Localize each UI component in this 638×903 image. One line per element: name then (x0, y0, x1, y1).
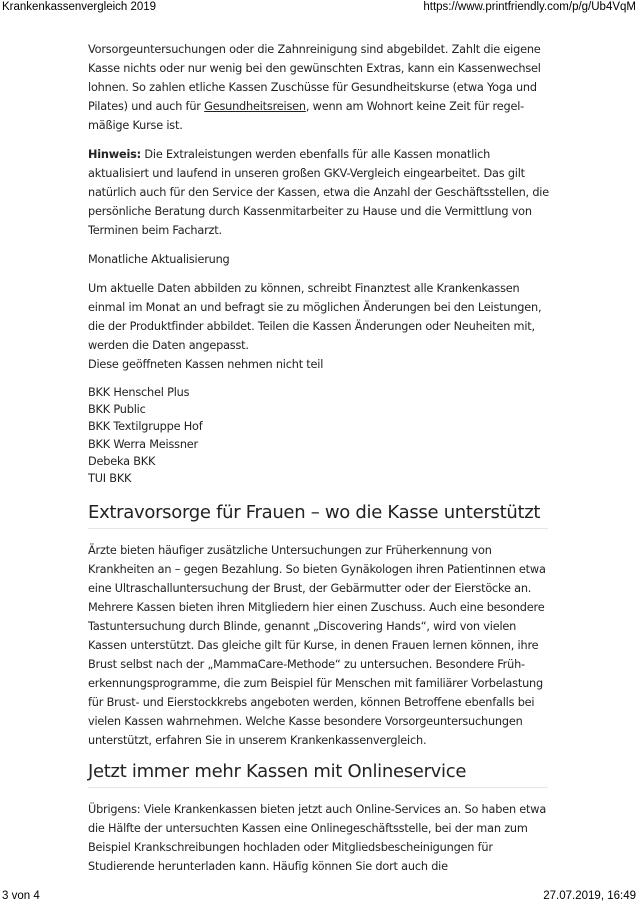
section-heading-onlineservice: Jetzt immer mehr Kassen mit Onlineservice (88, 760, 548, 788)
text-line: Tastuntersuchung durch Blinde, genannt „Discovering Hands“, wird von vielen (88, 620, 517, 634)
text-line: einmal im Monat an und befragt sie zu möglichen Änderungen bei den Leistungen, (88, 301, 542, 314)
text-line: persönliche Beratung durch Kassenmitarbeiter zu Hause und die Vermittlung von (88, 205, 532, 218)
text-line: Übrigens: Viele Krankenkassen bieten jetzt auch Online-Services an. So haben etwa (88, 803, 547, 817)
text-fragment: , wenn am Wohnort keine Zeit für regel- (305, 100, 525, 113)
kassen-list (88, 384, 548, 487)
text-line: Kasse nichts oder nur wenig bei den gewünschten Extras, kann ein Kassenwechsel (88, 62, 541, 75)
text-line: lohnen. So zahlen etliche Kassen Zuschüsse für Gesundheitskurse (etwa Yoga und (88, 81, 537, 94)
paragraph-aktuelle-daten (88, 279, 548, 374)
text-line: werden die Daten angepasst. (88, 339, 249, 352)
text-line: Monatliche Aktualisierung (88, 253, 230, 266)
paragraph-extravorsorge (88, 541, 548, 750)
list-item: BKK Textilgruppe Hof (88, 420, 203, 434)
list-item: TUI BKK (88, 472, 132, 486)
text-line: natürlich auch für den Service der Kassen, etwa die Anzahl der Geschäftsstellen, die (88, 186, 549, 199)
text-line: für Brust- und Eierstockkrebs angeboten werden, können Betroffene ebenfalls bei (88, 696, 535, 710)
text-line: Brust selbst nach der „MammaCare-Methode“ zu untersuchen. Besondere Früh- (88, 658, 525, 672)
list-item: BKK Henschel Plus (88, 386, 190, 399)
text-line: Diese geöffneten Kassen nehmen nicht teil (88, 358, 324, 371)
text-line: aktualisiert und laufend in unseren großen GKV-Vergleich eingearbeitet. Das gilt (88, 167, 525, 180)
text-line: mäßige Kurse ist. (88, 119, 183, 132)
hinweis-label: Hinweis: (88, 148, 141, 161)
paragraph-onlineservice (88, 800, 548, 876)
text-line: Terminen beim Facharzt. (88, 224, 222, 237)
article-content (88, 40, 548, 886)
print-header (0, 0, 638, 14)
print-header-title: Krankenkassenvergleich 2019 (2, 1, 157, 13)
text-line (88, 145, 548, 164)
list-item: BKK Werra Meissner (88, 437, 198, 451)
section-heading-extravorsorge: Extravorsorge für Frauen – wo die Kasse unterstützt (88, 501, 548, 529)
paragraph-vorsorge (88, 40, 548, 135)
text-line: vielen Kassen wahrnehmen. Welche Kasse besondere Vorsorgeuntersuchungen (88, 715, 523, 729)
text-line: eine Ultraschalluntersuchung der Brust, der Gebärmutter oder der Eierstöcke an. (88, 582, 532, 596)
text-line: die Hälfte der untersuchten Kassen eine Onlinegeschäftsstelle, bei der man zum (88, 822, 528, 836)
print-header-url: https://www.printfriendly.com/p/g/Ub4VqM (423, 1, 636, 13)
text-fragment: Die Extraleistungen werden ebenfalls für alle Kassen monatlich (140, 148, 491, 161)
print-footer (0, 889, 638, 903)
text-line: Mehrere Kassen bieten ihren Mitgliedern hier einen Zuschuss. Auch eine besondere (88, 601, 545, 615)
text-fragment: Pilates) und auch für (88, 100, 205, 113)
gesundheitsreisen-link[interactable]: Gesundheitsreisen (204, 100, 306, 113)
text-line: erkennungsprogramme, die zum Beispiel für Menschen mit familiärer Vorbelastung (88, 677, 543, 691)
paragraph-hinweis (88, 145, 548, 240)
text-line (88, 97, 548, 116)
text-line: Kassen unterstützt. Das gleiche gilt für Kurse, in denen Frauen lernen können, ihre (88, 639, 539, 653)
page-number: 3 von 4 (2, 890, 40, 902)
text-line: Krankheiten an – gegen Bezahlung. So bieten Gynäkologen ihren Patientinnen etwa (88, 563, 546, 577)
print-timestamp: 27.07.2019, 16:49 (543, 890, 636, 902)
text-line: die der Produktfinder abbildet. Teilen die Kassen Änderungen oder Neuheiten mit, (88, 320, 535, 333)
text-line: Studierende herunterladen kann. Häufig können Sie dort auch die (88, 860, 448, 874)
text-line: unterstützt, erfahren Sie in unserem Krankenkassenvergleich. (88, 734, 427, 748)
text-line: Beispiel Krankschreibungen hochladen oder Mitgliedsbescheinigungen für (88, 841, 493, 855)
text-line: Um aktuelle Daten abbilden zu können, schreibt Finanztest alle Krankenkassen (88, 282, 520, 295)
text-line: Vorsorgeuntersuchungen oder die Zahnreinigung sind abgebildet. Zahlt die eigene (88, 43, 541, 56)
list-item: Debeka BKK (88, 454, 156, 468)
text-line: Ärzte bieten häufiger zusätzliche Untersuchungen zur Früherkennung von (88, 544, 492, 558)
list-item: BKK Public (88, 403, 146, 417)
paragraph-monatliche-aktualisierung (88, 250, 548, 269)
